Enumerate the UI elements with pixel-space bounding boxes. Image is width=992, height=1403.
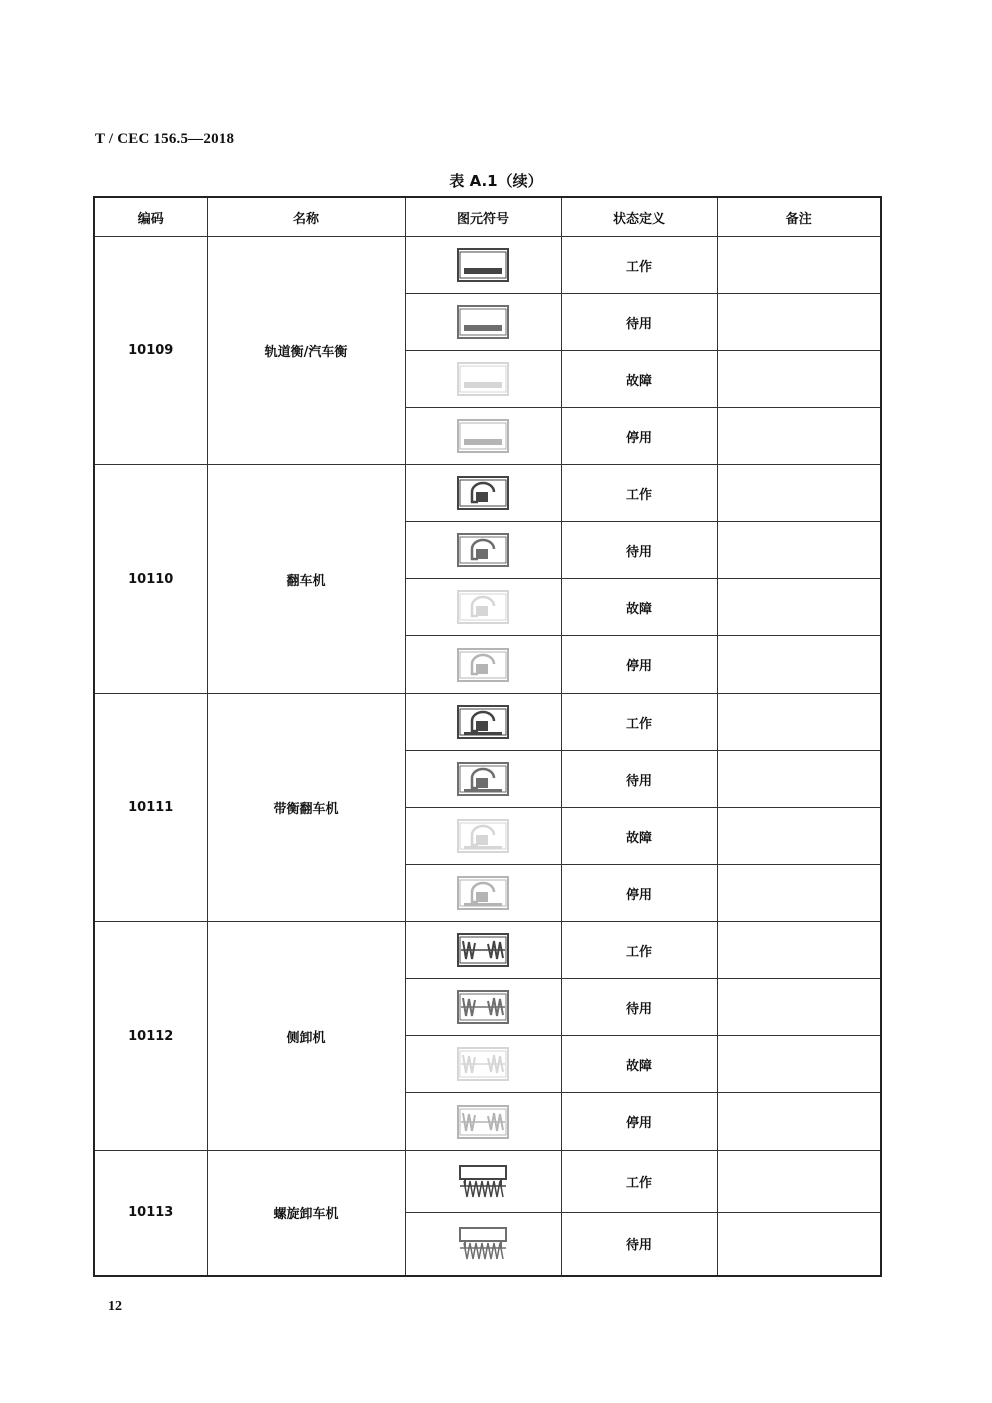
cell-symbol (405, 979, 561, 1036)
cell-state: 待用 (561, 1213, 717, 1276)
cell-code: 10113 (94, 1151, 207, 1276)
cell-remark (717, 351, 881, 408)
cell-remark (717, 522, 881, 579)
table-body (94, 237, 881, 1276)
cell-symbol (405, 808, 561, 865)
cell-remark (717, 579, 881, 636)
cell-symbol (405, 237, 561, 294)
standard-code: T / CEC 156.5—2018 (95, 131, 235, 147)
cell-name: 螺旋卸车机 (207, 1151, 405, 1276)
cell-state: 工作 (561, 237, 717, 294)
cell-remark (717, 808, 881, 865)
side-unloader-icon (456, 989, 510, 1025)
scale-icon (456, 304, 510, 340)
cell-name: 带衡翻车机 (207, 694, 405, 922)
cell-remark (717, 636, 881, 694)
cell-remark (717, 865, 881, 922)
weighing-car-dumper-icon (456, 761, 510, 797)
column-header-symbol: 图元符号 (405, 197, 561, 237)
cell-state: 工作 (561, 1151, 717, 1213)
cell-remark (717, 408, 881, 465)
cell-state: 停用 (561, 865, 717, 922)
cell-symbol (405, 694, 561, 751)
car-dumper-icon (456, 647, 510, 683)
cell-state: 停用 (561, 636, 717, 694)
cell-remark (717, 979, 881, 1036)
cell-remark (717, 1151, 881, 1213)
table-caption: 表 A.1（续） (449, 172, 543, 190)
cell-state: 工作 (561, 694, 717, 751)
cell-remark (717, 465, 881, 522)
cell-state: 待用 (561, 979, 717, 1036)
cell-symbol (405, 351, 561, 408)
cell-symbol (405, 922, 561, 979)
cell-state: 待用 (561, 751, 717, 808)
column-header-code: 编码 (94, 197, 207, 237)
cell-code: 10111 (94, 694, 207, 922)
weighing-car-dumper-icon (456, 704, 510, 740)
column-header-state: 状态定义 (561, 197, 717, 237)
car-dumper-icon (456, 475, 510, 511)
column-header-name: 名称 (207, 197, 405, 237)
screw-unloader-icon (456, 1164, 510, 1200)
cell-name: 侧卸机 (207, 922, 405, 1151)
cell-symbol (405, 1213, 561, 1276)
cell-code: 10112 (94, 922, 207, 1151)
cell-state: 工作 (561, 465, 717, 522)
cell-code: 10109 (94, 237, 207, 465)
cell-remark (717, 1093, 881, 1151)
cell-remark (717, 237, 881, 294)
cell-state: 故障 (561, 808, 717, 865)
table-header-row (94, 197, 881, 237)
cell-state: 故障 (561, 1036, 717, 1093)
cell-symbol (405, 1151, 561, 1213)
side-unloader-icon (456, 932, 510, 968)
cell-state: 待用 (561, 522, 717, 579)
cell-symbol (405, 865, 561, 922)
cell-state: 故障 (561, 351, 717, 408)
page-number: 12 (108, 1299, 122, 1314)
cell-state: 工作 (561, 922, 717, 979)
cell-symbol (405, 579, 561, 636)
table-row (94, 465, 881, 522)
symbol-table (93, 196, 882, 1277)
cell-name: 轨道衡/汽车衡 (207, 237, 405, 465)
cell-name: 翻车机 (207, 465, 405, 694)
cell-symbol (405, 294, 561, 351)
table-row (94, 237, 881, 294)
cell-symbol (405, 636, 561, 694)
cell-symbol (405, 522, 561, 579)
cell-code: 10110 (94, 465, 207, 694)
cell-symbol (405, 1093, 561, 1151)
side-unloader-icon (456, 1104, 510, 1140)
weighing-car-dumper-icon (456, 818, 510, 854)
table-row (94, 1151, 881, 1213)
cell-symbol (405, 751, 561, 808)
scale-icon (456, 361, 510, 397)
car-dumper-icon (456, 589, 510, 625)
cell-state: 停用 (561, 408, 717, 465)
cell-remark (717, 694, 881, 751)
scale-icon (456, 418, 510, 454)
table-row (94, 922, 881, 979)
scale-icon (456, 247, 510, 283)
cell-remark (717, 922, 881, 979)
screw-unloader-icon (456, 1226, 510, 1262)
cell-symbol (405, 1036, 561, 1093)
cell-state: 待用 (561, 294, 717, 351)
cell-remark (717, 1213, 881, 1276)
cell-state: 停用 (561, 1093, 717, 1151)
cell-remark (717, 1036, 881, 1093)
cell-symbol (405, 465, 561, 522)
cell-remark (717, 751, 881, 808)
cell-remark (717, 294, 881, 351)
cell-symbol (405, 408, 561, 465)
cell-state: 故障 (561, 579, 717, 636)
car-dumper-icon (456, 532, 510, 568)
table-row (94, 694, 881, 751)
weighing-car-dumper-icon (456, 875, 510, 911)
column-header-remark: 备注 (717, 197, 881, 237)
side-unloader-icon (456, 1046, 510, 1082)
